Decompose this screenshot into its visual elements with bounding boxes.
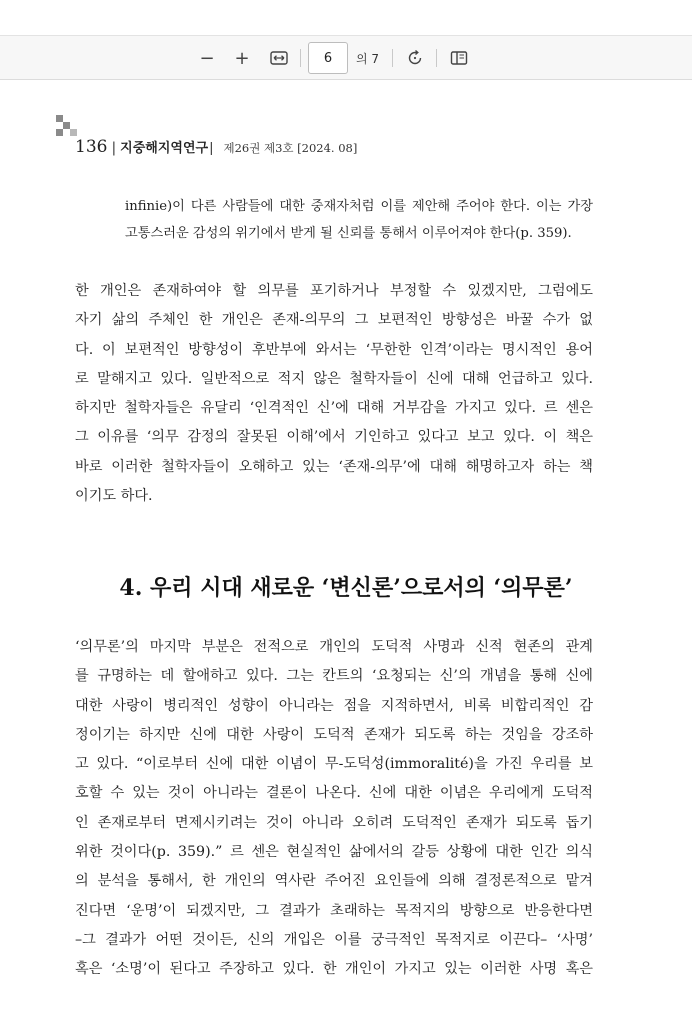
issue-info: 제26권 제3호 [2024. 08] bbox=[223, 141, 358, 155]
text-line: 정이기는 하지만 신에 대한 사랑이 도덕적 존재가 되도록 하는 것임을 강조하 bbox=[75, 726, 593, 743]
body-paragraph-2 bbox=[75, 633, 593, 985]
toolbar-divider bbox=[300, 49, 301, 67]
text-line: 대한 사랑이 병리적인 성향이 아니라는 점을 지적하면서, 비록 비합리적인 감 bbox=[75, 697, 593, 714]
toolbar-divider bbox=[392, 49, 393, 67]
zoom-out-button[interactable]: − bbox=[199, 47, 215, 69]
toolbar-divider bbox=[436, 49, 437, 67]
block-quote bbox=[125, 193, 593, 247]
text-line: 진다면 ‘운명’이 되겠지만, 그 결과가 초래하는 목적지의 방향으로 반응한다면 bbox=[75, 902, 593, 919]
text-line: infinie)이 다른 사람들에 대한 중재자처럼 이를 제안해 주어야 한다. 이는 가장 bbox=[125, 199, 593, 214]
journal-title: 지중해지역연구 bbox=[120, 141, 209, 156]
text-line: 호할 수 있는 것이 아니라는 결론이 나온다. 신에 대한 이념은 우리에게 도덕적 bbox=[75, 785, 593, 802]
text-line: 자기 삶의 주체인 한 개인은 존재-의무의 그 보편적인 방향성은 바꿀 수가 없 bbox=[75, 312, 593, 329]
text-line: 고 있다. “이로부터 신에 대한 이념이 무-도덕성(immoralité)을 가진 우리를 보 bbox=[75, 756, 593, 773]
window-top-bar bbox=[0, 0, 692, 36]
text-line: 바로 이러한 철학자들이 오해하고 있는 ‘존재-의무’에 대해 해명하고자 하는 책 bbox=[75, 458, 593, 475]
text-line: 혹은 ‘소명’이 된다고 주장하고 있다. 한 개인이 가지고 있는 이러한 사명 혹은 bbox=[75, 961, 593, 978]
zoom-in-button[interactable]: + bbox=[234, 47, 250, 69]
body-paragraph-1 bbox=[75, 277, 593, 511]
two-page-view-icon bbox=[450, 50, 468, 66]
page-view-button[interactable] bbox=[446, 36, 472, 80]
text-line: 위한 것이다(p. 359).” 르 센은 현실적인 삶에서의 갈등 상황에 대한 인간 의식 bbox=[75, 844, 593, 861]
fit-width-icon bbox=[270, 51, 288, 65]
text-line: 그 이유를 ‘의무 감정의 잘못된 이해’에서 기인하고 있다고 보고 있다. 이 책은 bbox=[75, 429, 593, 446]
text-line: 를 규명하는 데 할애하고 있다. 그는 칸트의 ‘요청되는 신’의 개념을 통해 신에 bbox=[75, 668, 593, 685]
text-line: 인 존재로부터 면제시키려는 것이 아니라 오히려 도덕적인 존재가 되도록 돕기 bbox=[75, 814, 593, 831]
text-line: 하지만 철학자들은 유달리 ‘인격적인 신’에 대해 거부감을 가지고 있다. 르 센은 bbox=[75, 400, 593, 417]
text-line: 한 개인은 존재하여야 할 의무를 포기하거나 부정할 수 있겠지만, 그럼에도 bbox=[75, 283, 593, 299]
rotate-icon bbox=[406, 49, 424, 67]
rotate-button[interactable] bbox=[402, 36, 428, 80]
text-line: 의 분석을 통해서, 한 개인의 역사란 주어진 요인들에 의해 결정론적으로 맡겨 bbox=[75, 873, 593, 890]
running-head bbox=[75, 137, 357, 157]
text-line: 이기도 하다. bbox=[75, 488, 153, 505]
text-line: 로 말해지고 있다. 일반적으로 적지 않은 철학자들이 신에 대해 언급하고 있다. bbox=[75, 370, 593, 387]
document-page bbox=[0, 81, 692, 1030]
page-number-input[interactable] bbox=[308, 42, 348, 74]
journal-separator: | bbox=[209, 141, 214, 156]
running-head-separator: | bbox=[111, 140, 117, 156]
text-line: –그 결과가 어떤 것이든, 신의 개입은 이를 궁극적인 목적지로 이끈다– ‘사명’ bbox=[75, 931, 593, 948]
text-line: 고통스러운 감성의 위기에서 받게 될 신뢰를 통해서 이루어져야 한다(p. 359). bbox=[125, 226, 572, 241]
page-number: 136 bbox=[75, 137, 108, 157]
text-line: 다. 이 보편적인 방향성이 후반부에 와서는 ‘무한한 인격’이라는 명시적인 용어 bbox=[75, 341, 593, 358]
section-heading: 4. 우리 시대 새로운 ‘변신론’으로서의 ‘의무론’ bbox=[119, 575, 573, 601]
total-pages-label: 의 7 bbox=[356, 51, 380, 66]
fit-width-button[interactable] bbox=[266, 36, 292, 80]
text-line: ‘의무론’의 마지막 부분은 전적으로 개인의 도덕적 사명과 신적 현존의 관계 bbox=[75, 639, 593, 655]
